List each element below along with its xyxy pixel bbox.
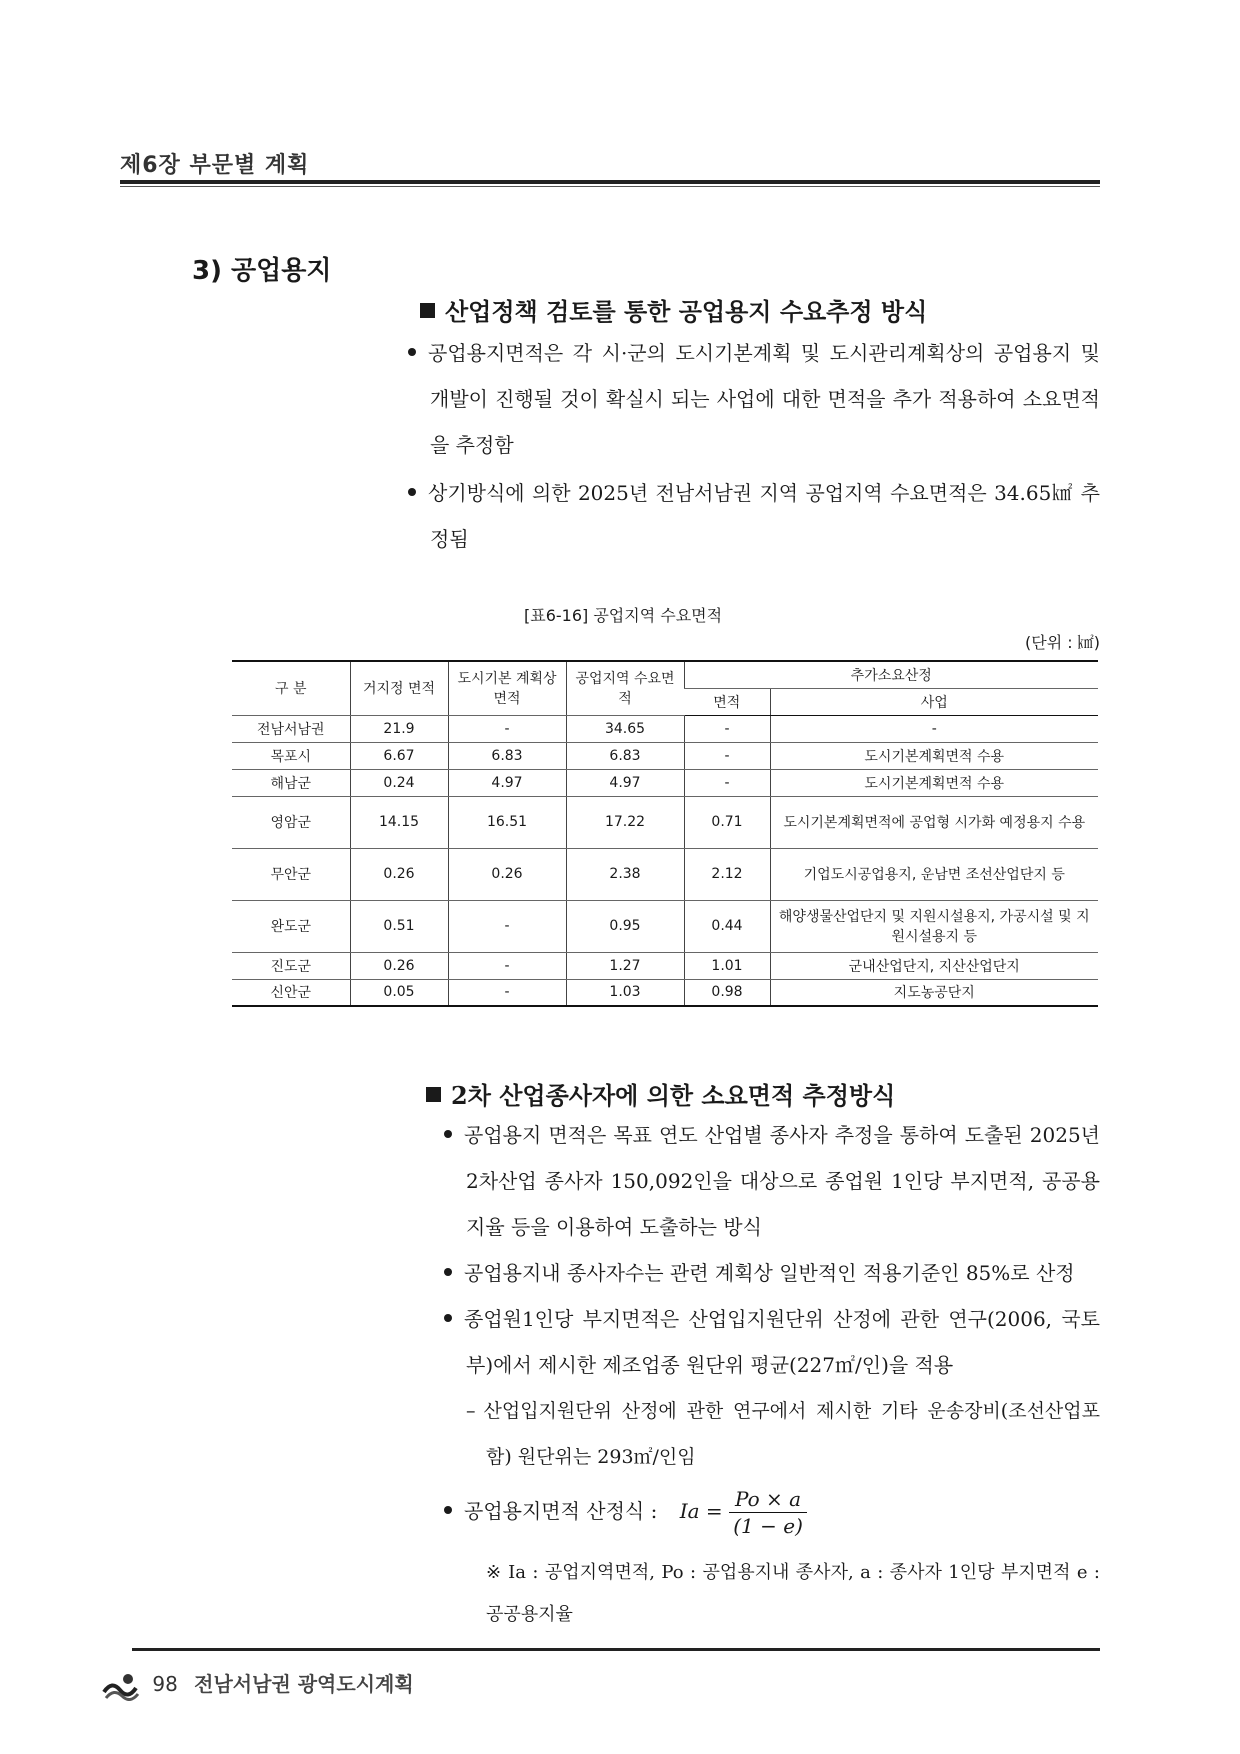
block2-bullet-1-text: 공업용지 면적은 목표 연도 산업별 종사자 추정을 통하여 도출된 2025년 2차산업 종사자 150,092인을 대상으로 종업원 1인당 부지면적, 공공용지율 등을 이용하여 도출하는 방식	[464, 1123, 1100, 1239]
block1-bullet-2	[430, 470, 1100, 562]
block2-bullet-1	[466, 1112, 1100, 1250]
header-category: 구 분	[232, 661, 350, 715]
row-name: 목포시	[232, 742, 350, 769]
row-plan: -	[448, 979, 566, 1006]
row-add-area: 1.01	[684, 952, 770, 979]
row-project: 도시기본계획면적 수용	[770, 769, 1098, 796]
formula-lhs: Ia =	[679, 1499, 723, 1523]
block2-bullet-2-text: 공업용지내 종사자수는 관련 계획상 일반적인 적용기준인 85%로 산정	[464, 1261, 1075, 1285]
dash-icon: –	[466, 1400, 476, 1422]
bullet-icon	[444, 1130, 452, 1138]
header-rule-thin	[120, 186, 1100, 187]
table-row	[232, 796, 1098, 848]
formula-denominator: (1 − e)	[733, 1514, 803, 1538]
row-plan: -	[448, 952, 566, 979]
header-base-area: 거지정 면적	[350, 661, 448, 715]
table-row	[232, 742, 1098, 769]
row-plan: -	[448, 715, 566, 742]
block2-sub-item	[466, 1388, 1100, 1480]
block1-bullet-2-text: 상기방식에 의한 2025년 전남서남권 지역 공업지역 수요면적은 34.65㎢ 추정됨	[428, 481, 1100, 551]
wave-logo-icon	[100, 1670, 140, 1702]
row-base: 0.05	[350, 979, 448, 1006]
row-name: 완도군	[232, 900, 350, 952]
row-demand: 17.22	[566, 796, 684, 848]
formula-line	[466, 1486, 1100, 1539]
row-add-area: -	[684, 742, 770, 769]
header-rule	[120, 180, 1100, 184]
row-demand: 2.38	[566, 848, 684, 900]
bullet-icon	[444, 1314, 452, 1322]
block2-bullet-3	[466, 1296, 1100, 1388]
block2-bullet-2	[466, 1250, 1100, 1296]
footer-rule	[132, 1648, 1100, 1651]
table-unit: (단위 : ㎢)	[1025, 633, 1100, 652]
row-base: 21.9	[350, 715, 448, 742]
bullet-icon	[408, 348, 416, 356]
footer-title: 전남서남권 광역도시계획	[194, 1672, 414, 1696]
row-name: 전남서남권	[232, 715, 350, 742]
header-demand-area: 공업지역 수요면적	[566, 661, 684, 715]
row-add-area: 0.71	[684, 796, 770, 848]
row-demand: 6.83	[566, 742, 684, 769]
row-add-area: -	[684, 769, 770, 796]
row-name: 진도군	[232, 952, 350, 979]
row-plan: 6.83	[448, 742, 566, 769]
section-title: 3) 공업용지	[192, 256, 332, 286]
bullet-icon	[444, 1506, 452, 1514]
row-add-area: -	[684, 715, 770, 742]
row-base: 0.26	[350, 952, 448, 979]
row-base: 0.24	[350, 769, 448, 796]
square-bullet-icon	[420, 303, 435, 318]
page-number: 98	[152, 1672, 178, 1696]
row-project: 도시기본계획면적에 공업형 시가화 예정용지 수용	[770, 796, 1098, 848]
block1-bullet-1	[430, 330, 1100, 468]
table-row	[232, 979, 1098, 1006]
row-demand: 4.97	[566, 769, 684, 796]
row-demand: 1.27	[566, 952, 684, 979]
row-add-area: 0.98	[684, 979, 770, 1006]
block1-bullet-1-text: 공업용지면적은 각 시·군의 도시기본계획 및 도시관리계획상의 공업용지 및 개발이 진행될 것이 확실시 되는 사업에 대한 면적을 추가 적용하여 소요면적을 추정함	[428, 341, 1100, 457]
row-name: 무안군	[232, 848, 350, 900]
formula-label: 공업용지면적 산정식 :	[464, 1499, 658, 1523]
block2-heading-text: 2차 산업종사자에 의한 소요면적 추정방식	[451, 1081, 896, 1110]
row-project: 지도농공단지	[770, 979, 1098, 1006]
row-name: 신안군	[232, 979, 350, 1006]
table-row	[232, 769, 1098, 796]
table-row	[232, 952, 1098, 979]
chapter-header: 제6장 부문별 계획	[120, 153, 310, 178]
block1-heading	[420, 292, 927, 327]
block2-sub-text: 산업입지원단위 산정에 관한 연구에서 제시한 기타 운송장비(조선산업포함) 원단위는 293㎡/인임	[483, 1400, 1100, 1468]
header-additional: 추가소요산정	[684, 661, 1098, 688]
block1-heading-text: 산업정책 검토를 통한 공업용지 수요추정 방식	[445, 297, 928, 326]
row-demand: 34.65	[566, 715, 684, 742]
row-project: 군내산업단지, 지산산업단지	[770, 952, 1098, 979]
row-base: 0.26	[350, 848, 448, 900]
formula-numerator: Po × a	[729, 1486, 807, 1513]
formula-fraction	[729, 1486, 807, 1539]
page-footer	[100, 1668, 414, 1702]
table-row	[232, 715, 1098, 742]
demand-area-table	[232, 660, 1098, 1007]
table-caption: [표6-16] 공업지역 수요면적	[524, 606, 723, 625]
square-bullet-icon	[426, 1087, 441, 1102]
row-name: 해남군	[232, 769, 350, 796]
bullet-icon	[444, 1268, 452, 1276]
row-plan: 0.26	[448, 848, 566, 900]
formula-note: ※ Ia : 공업지역면적, Po : 공업용지내 종사자, a : 종사자 1인당 부지면적 e : 공공용지율	[486, 1562, 1100, 1625]
header-plan-area: 도시기본 계획상면적	[448, 661, 566, 715]
bullet-icon	[408, 488, 416, 496]
table-row	[232, 848, 1098, 900]
row-add-area: 0.44	[684, 900, 770, 952]
row-add-area: 2.12	[684, 848, 770, 900]
formula	[680, 1486, 807, 1539]
block2-bullet-3-text: 종업원1인당 부지면적은 산업입지원단위 산정에 관한 연구(2006, 국토부)에서 제시한 제조업종 원단위 평균(227㎡/인)을 적용	[464, 1307, 1100, 1377]
row-name: 영암군	[232, 796, 350, 848]
row-project: 해양생물산업단지 및 지원시설용지, 가공시설 및 지원시설용지 등	[770, 900, 1098, 952]
row-project: 도시기본계획면적 수용	[770, 742, 1098, 769]
row-base: 14.15	[350, 796, 448, 848]
row-project: 기업도시공업용지, 운남면 조선산업단지 등	[770, 848, 1098, 900]
row-plan: 4.97	[448, 769, 566, 796]
row-plan: -	[448, 900, 566, 952]
header-add-area: 면적	[684, 688, 770, 715]
table-row	[232, 900, 1098, 952]
row-demand: 1.03	[566, 979, 684, 1006]
row-base: 0.51	[350, 900, 448, 952]
block2-heading	[426, 1076, 895, 1111]
header-add-project: 사업	[770, 688, 1098, 715]
row-demand: 0.95	[566, 900, 684, 952]
row-base: 6.67	[350, 742, 448, 769]
row-project: -	[770, 715, 1098, 742]
row-plan: 16.51	[448, 796, 566, 848]
